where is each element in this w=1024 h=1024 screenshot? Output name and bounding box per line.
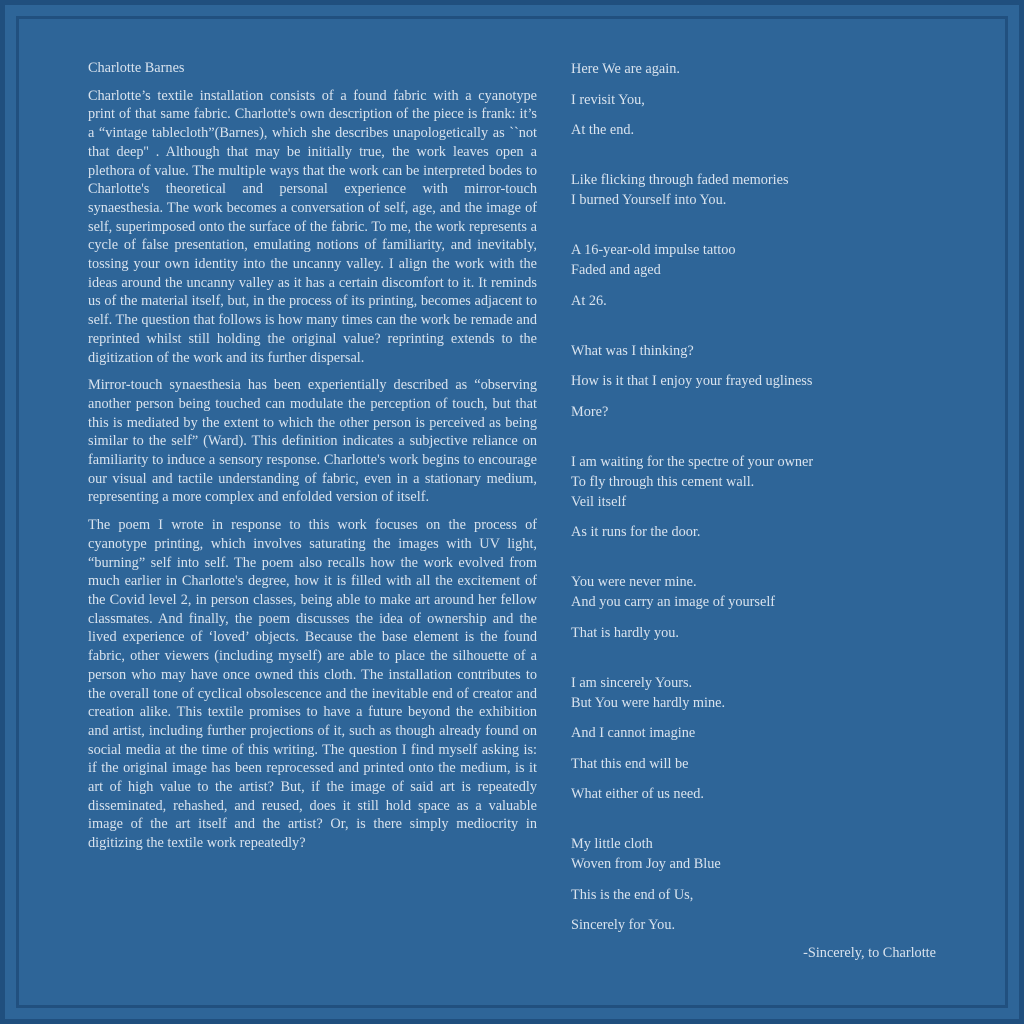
poem-line: To fly through this cement wall. xyxy=(571,473,755,490)
poem-line: My little cloth xyxy=(571,836,653,852)
poem-line: At 26. xyxy=(571,292,607,309)
signature: -Sincerely, to Charlotte xyxy=(803,945,936,961)
poem-line: Here We are again. xyxy=(571,61,680,77)
essay-paragraph: Charlotte’s textile installation consists of a found fabric with a cyanotype print of that same fabric. Charlotte's own description of the piece is frank: it’s a “vintage tablecloth”(Barnes), which she describes unapologetically as ``not that deep'' . Although that may be initially true, the work leaves open a plethora of value. The multiple ways that the work can be interpreted bodes to Charlotte's theoretical and personal experience with mirror-touch synaesthesia. The work becomes a conversation of self, age, and the image of self, superimposed onto the surface of the fabric. To me, the work represents a cycle of false presentation, emulating notions of familiarity, and inevitably, tossing your own identity into the uncanny valley. I align the work with the ideas around the uncanny valley as it has a certain discomfort to it. It reminds us of the material itself, but, in the process of its printing, becomes adjacent to self. The question that follows is how many times can the work be remade and reprinted whilst still holding the original value? reprinting extends to the digitization of the work and its further dispersal. xyxy=(88,87,537,366)
poem-line: A 16-year-old impulse tattoo xyxy=(571,242,736,258)
poem-line: What either of us need. xyxy=(571,786,704,802)
poem-line: This is the end of Us, xyxy=(571,886,694,903)
poem-line: And you carry an image of yourself xyxy=(571,594,776,610)
poem-line: That this end will be xyxy=(571,755,689,772)
poem-column xyxy=(571,59,951,935)
poem-line: But You were hardly mine. xyxy=(571,694,726,711)
poem-line: What was I thinking? xyxy=(571,342,694,359)
poem-line: Like flicking through faded memories xyxy=(571,172,789,188)
author-heading: Charlotte Barnes xyxy=(88,60,185,76)
poem-line: You were never mine. xyxy=(571,574,697,590)
poem-line: How is it that I enjoy your frayed ugliness xyxy=(571,373,813,389)
poem-line: I am sincerely Yours. xyxy=(571,674,693,691)
poem-line: At the end. xyxy=(571,122,635,138)
poem-line: Veil itself xyxy=(571,493,627,510)
poem-line: Faded and aged xyxy=(571,262,661,278)
essay-column xyxy=(88,59,537,862)
poem-line: Sincerely for You. xyxy=(571,917,676,933)
essay-paragraph: Mirror-touch synaesthesia has been experientially described as “observing another person being touched can modulate the perception of touch, but that this is mediated by the extent to which the other person is perceived as being similar to the self” (Ward). This definition indicates a subjective reliance on familiarity to induce a sensory response. Charlotte's work begins to encourage our visual and tactile understanding of fabric, even in a stationary medium, representing a more complex and enfolded version of itself. xyxy=(88,377,537,506)
poem-line: Woven from Joy and Blue xyxy=(571,856,721,872)
poem-line: I burned Yourself into You. xyxy=(571,192,727,208)
poem-line: As it runs for the door. xyxy=(571,524,701,540)
poem-line: And I cannot imagine xyxy=(571,725,696,741)
poem-line: That is hardly you. xyxy=(571,624,680,641)
poem-line: More? xyxy=(571,403,609,420)
poem-line: I revisit You, xyxy=(571,91,645,108)
poem-line: I am waiting for the spectre of your owner xyxy=(571,453,814,470)
essay-paragraph: The poem I wrote in response to this work focuses on the process of cyanotype printing, which involves saturating the images with UV light, “burning” self into self. The poem also recalls how the work evolved from much earlier in Charlotte's degree, how it is filled with all the excitement of the Covid level 2, in person classes, being able to make art around her fellow classmates. And finally, the poem discusses the idea of ownership and the lived experience of ‘loved’ objects. Because the base element is the found fabric, other viewers (including myself) are able to place the silhouette of a person who may have once owned this cloth. The installation contributes to the overall tone of cyclical obsolescence and the inevitable end of creator and creation alike. This textile promises to have a future beyond the exhibition and artist, including further projections of it, such as though already found on social media at the time of this writing. The question I find myself asking is: if the original image has been reprocessed and printed onto the medium, is it art of high value to the artist? But, if the image of said art is repeatedly disseminated, rehashed, and reused, does it still hold space as a valuable image of the art itself and the artist? Or, is there simply mediocrity in digitizing the textile work repeatedly? xyxy=(88,517,537,852)
